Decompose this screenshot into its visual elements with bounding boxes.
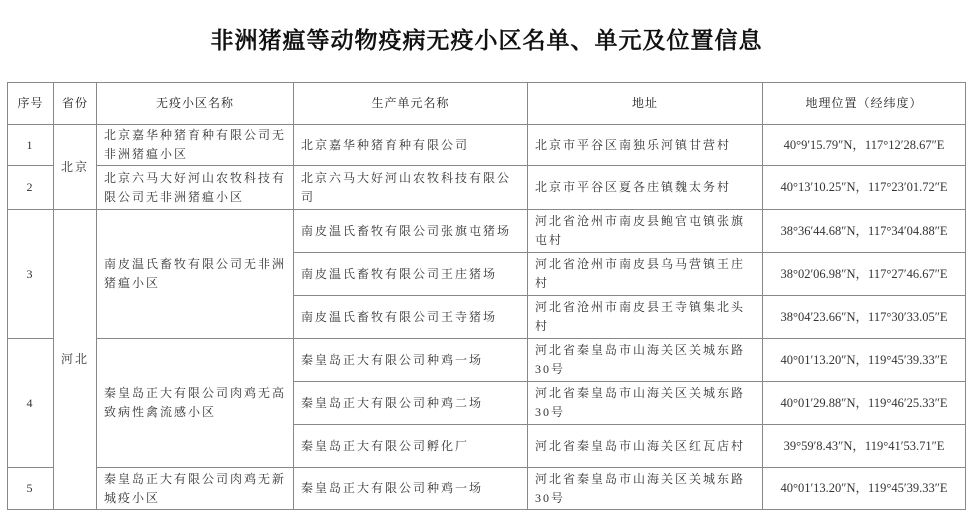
zone-name-cell: 北京嘉华种猪育种有限公司无非洲猪瘟小区 bbox=[97, 125, 294, 166]
address-cell: 河北省秦皇岛市山海关区关城东路30号 bbox=[528, 468, 763, 510]
address-cell: 河北省沧州市南皮县王寺镇集北头村 bbox=[528, 296, 763, 339]
header-address: 地址 bbox=[528, 83, 763, 125]
header-zone-name: 无疫小区名称 bbox=[97, 83, 294, 125]
zone-name-cell: 秦皇岛正大有限公司肉鸡无高致病性禽流感小区 bbox=[97, 339, 294, 468]
unit-name-cell: 北京六马大好河山农牧科技有限公司 bbox=[294, 166, 528, 210]
zone-name-cell: 北京六马大好河山农牧科技有限公司无非洲猪瘟小区 bbox=[97, 166, 294, 210]
address-cell: 河北省沧州市南皮县鲍官屯镇张旗屯村 bbox=[528, 210, 763, 253]
geo-cell: 38°04′23.66″N，117°30′33.05″E bbox=[763, 296, 966, 339]
geo-cell: 39°59′8.43″N，119°41′53.71″E bbox=[763, 425, 966, 468]
table-header-row bbox=[8, 83, 966, 125]
geo-cell: 40°01′13.20″N，119°45′39.33″E bbox=[763, 468, 966, 510]
address-cell: 河北省秦皇岛市山海关区关城东路30号 bbox=[528, 339, 763, 382]
geo-cell: 40°9′15.79″N，117°12′28.67″E bbox=[763, 125, 966, 166]
header-geo-location: 地理位置（经纬度） bbox=[763, 83, 966, 125]
address-cell: 北京市平谷区夏各庄镇魏太务村 bbox=[528, 166, 763, 210]
table-row bbox=[8, 339, 966, 382]
zone-name-cell: 南皮温氏畜牧有限公司无非洲猪瘟小区 bbox=[97, 210, 294, 339]
header-index: 序号 bbox=[8, 83, 54, 125]
table-row bbox=[8, 468, 966, 510]
header-province: 省份 bbox=[54, 83, 97, 125]
row-index: 2 bbox=[8, 166, 54, 210]
province-cell: 北京 bbox=[54, 125, 97, 210]
table-row bbox=[8, 210, 966, 253]
page-title: 非洲猪瘟等动物疫病无疫小区名单、单元及位置信息 bbox=[210, 28, 763, 53]
row-index: 3 bbox=[8, 210, 54, 339]
unit-name-cell: 秦皇岛正大有限公司种鸡一场 bbox=[294, 468, 528, 510]
unit-name-cell: 南皮温氏畜牧有限公司王庄猪场 bbox=[294, 253, 528, 296]
zone-table bbox=[7, 82, 966, 510]
unit-name-cell: 北京嘉华种猪育种有限公司 bbox=[294, 125, 528, 166]
address-cell: 河北省秦皇岛市山海关区红瓦店村 bbox=[528, 425, 763, 468]
unit-name-cell: 秦皇岛正大有限公司种鸡一场 bbox=[294, 339, 528, 382]
row-index: 1 bbox=[8, 125, 54, 166]
geo-cell: 40°13′10.25″N，117°23′01.72″E bbox=[763, 166, 966, 210]
row-index: 5 bbox=[8, 468, 54, 510]
address-cell: 河北省秦皇岛市山海关区关城东路30号 bbox=[528, 382, 763, 425]
unit-name-cell: 秦皇岛正大有限公司种鸡二场 bbox=[294, 382, 528, 425]
address-cell: 北京市平谷区南独乐河镇甘营村 bbox=[528, 125, 763, 166]
header-unit-name: 生产单元名称 bbox=[294, 83, 528, 125]
geo-cell: 38°36′44.68″N，117°34′04.88″E bbox=[763, 210, 966, 253]
address-cell: 河北省沧州市南皮县乌马营镇王庄村 bbox=[528, 253, 763, 296]
table-row bbox=[8, 166, 966, 210]
unit-name-cell: 南皮温氏畜牧有限公司张旗屯猪场 bbox=[294, 210, 528, 253]
geo-cell: 38°02′06.98″N，117°27′46.67″E bbox=[763, 253, 966, 296]
table-row bbox=[8, 125, 966, 166]
row-index: 4 bbox=[8, 339, 54, 468]
geo-cell: 40°01′13.20″N，119°45′39.33″E bbox=[763, 339, 966, 382]
unit-name-cell: 南皮温氏畜牧有限公司王寺猪场 bbox=[294, 296, 528, 339]
zone-name-cell: 秦皇岛正大有限公司肉鸡无新城疫小区 bbox=[97, 468, 294, 510]
geo-cell: 40°01′29.88″N，119°46′25.33″E bbox=[763, 382, 966, 425]
unit-name-cell: 秦皇岛正大有限公司孵化厂 bbox=[294, 425, 528, 468]
province-cell: 河北 bbox=[54, 210, 97, 510]
